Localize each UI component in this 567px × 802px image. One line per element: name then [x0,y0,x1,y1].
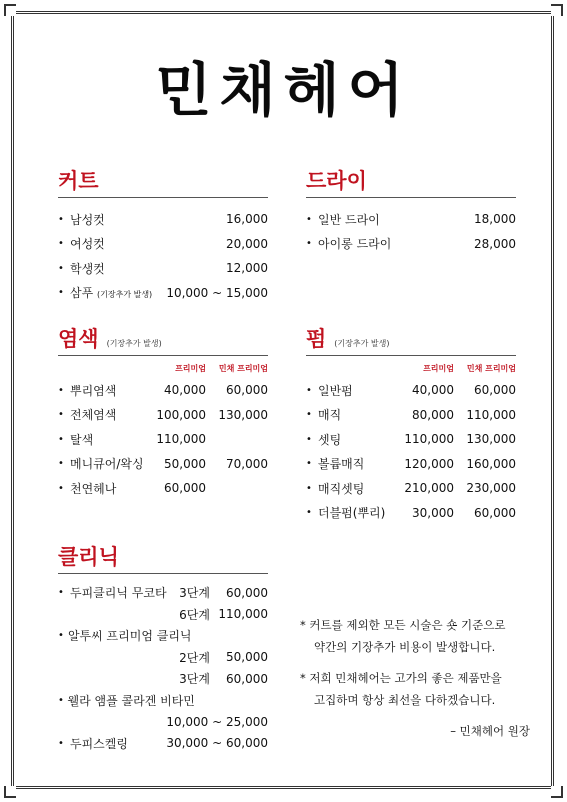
list-item: • 두피클리닉 무코타 3단계 60,000 [58,585,268,601]
cut-list [58,207,268,305]
list-item: • 두피스켈링 30,000 ~ 60,000 [58,736,268,751]
dye-note: (기장추가 발생) [106,339,162,348]
table-row: • 셋팅 110,000 130,000 [306,432,516,447]
list-item: • 학생컷 12,000 [58,261,268,276]
page-title: 민채헤어 [155,56,412,124]
dye-column-headers: 프리미엄 민채 프리미엄 [175,364,268,373]
clinic-list [58,582,268,754]
perm-title: 펌 [306,327,327,351]
dry-list [306,207,516,256]
list-item: 10,000 ~ 25,000 [166,714,268,729]
list-item: • 일반 드라이 18,000 [306,212,516,227]
list-item: 6단계 110,000 [179,607,268,622]
table-row: • 매직셋팅 210,000 230,000 [306,481,516,496]
dye-title: 염색 [58,327,99,351]
perm-header [306,326,516,356]
list-item: • 아이롱 드라이 28,000 [306,236,516,252]
border-corner [551,4,563,16]
table-row: • 천연헤나 60,000 [58,481,206,496]
clinic-section [58,544,268,754]
clinic-header [58,544,268,574]
perm-column-headers: 프리미엄 민채 프리미엄 [423,364,516,373]
table-row: • 탈색 110,000 [58,432,206,447]
dye-section [58,326,268,501]
note-2: * 저희 민채헤어는 고가의 좋은 제품만을 고집하며 항상 최선을 다하겠습니다. [300,671,502,707]
perm-section [306,326,516,525]
perm-list [306,378,516,525]
list-item: 3단계 60,000 [179,671,268,687]
cut-title: 커트 [58,169,99,193]
list-item: 2단계 50,000 [179,650,268,665]
table-row: • 볼륨매직 120,000 160,000 [306,456,516,472]
dye-list [58,378,268,501]
perm-note: (기장추가 발생) [334,339,390,348]
dry-section [306,168,516,256]
border-corner [4,4,16,16]
signature: – 민채헤어 원장 [450,724,530,738]
note-1: * 커트를 제외한 모든 시술은 숏 기준으로 약간의 기장추가 비용이 발생합니다. [300,618,506,654]
table-row: • 뿌리염색 40,000 60,000 [58,383,268,398]
notes-block [300,614,530,742]
table-row: • 매직 80,000 110,000 [306,407,516,423]
dry-title: 드라이 [306,169,367,193]
cut-section [58,168,268,305]
dry-header [306,168,516,198]
border-corner [4,786,16,798]
list-item: • 남성컷 16,000 [58,212,268,227]
dye-header [58,326,268,356]
list-item: • 웰라 앰플 콜라겐 비타민 [58,693,195,708]
table-row: • 전체염색 100,000 130,000 [58,407,268,423]
table-row: • 일반펌 40,000 60,000 [306,383,516,398]
clinic-title: 클리닉 [58,545,119,569]
border-corner [551,786,563,798]
cut-header [58,168,268,198]
list-item: • 여성컷 20,000 [58,236,268,252]
list-item: • 삼푸 (기장추가 발생) 10,000 ~ 15,000 [58,285,268,301]
list-item: • 알투씨 프리미엄 클리닉 [58,629,192,644]
table-row: • 메니큐어/왁싱 50,000 70,000 [58,456,268,472]
table-row: • 더블펌(뿌리) 30,000 60,000 [306,505,516,521]
